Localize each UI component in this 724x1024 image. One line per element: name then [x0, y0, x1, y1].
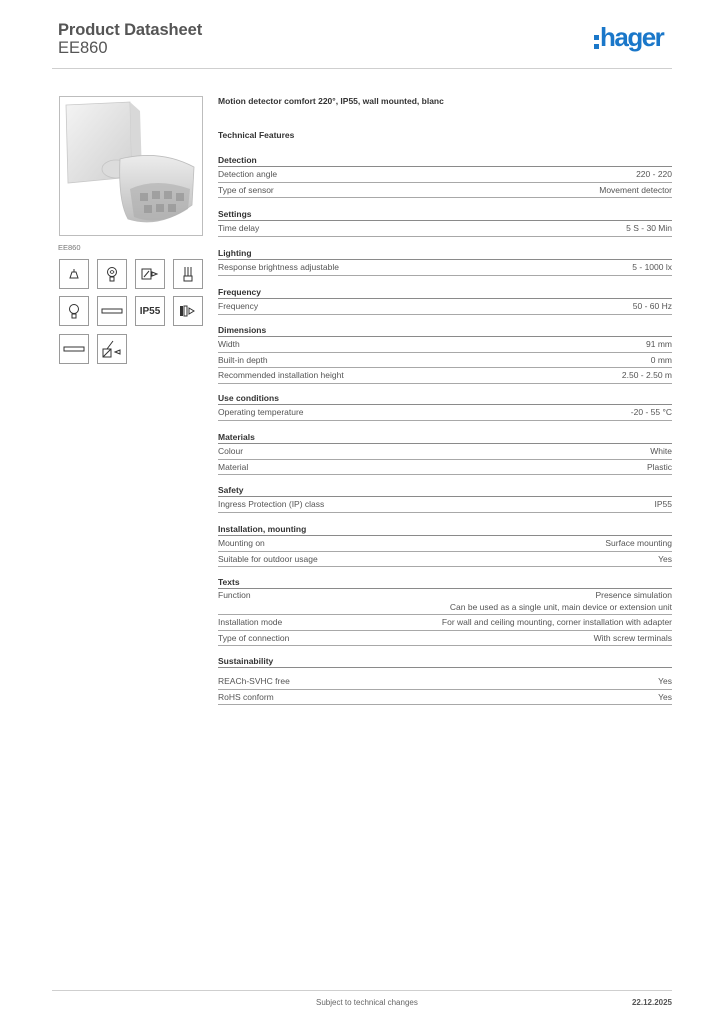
spec-row: RoHS conform Yes: [218, 690, 672, 706]
section-title: Use conditions: [218, 393, 672, 405]
ip55-icon: IP55: [135, 296, 165, 326]
product-code: EE860: [58, 39, 108, 57]
header-divider: [52, 68, 672, 69]
spec-row: Ingress Protection (IP) class IP55: [218, 497, 672, 513]
product-image: [59, 96, 203, 236]
spec-row: REACh-SVHC free Yes: [218, 674, 672, 690]
spec-row: Time delay 5 S - 30 Min: [218, 221, 672, 237]
image-caption: EE860: [58, 243, 81, 252]
technical-features-heading: Technical Features: [218, 130, 295, 140]
section-settings: [218, 209, 672, 237]
section-title: Frequency: [218, 287, 672, 299]
section-dimensions: [218, 325, 672, 384]
spec-row: Operating temperature -20 - 55 °C: [218, 405, 672, 421]
specifications: [218, 96, 672, 702]
fluorescent-tube-icon: [97, 296, 127, 326]
footer-divider: [52, 990, 672, 991]
spec-row: Suitable for outdoor usage Yes: [218, 552, 672, 568]
spec-row: Mounting on Surface mounting: [218, 536, 672, 552]
section-materials: [218, 432, 672, 475]
spec-row: Function Presence simulation Can be used as a single unit, main device or extension unit: [218, 589, 672, 615]
section-title: Texts: [218, 577, 672, 589]
logo-dots: [594, 35, 599, 53]
halogen-tube-icon: [59, 334, 89, 364]
spec-row: Detection angle 220 - 220: [218, 167, 672, 183]
ceiling-lamp-icon: [59, 259, 89, 289]
led-icon: [173, 296, 203, 326]
footer-note: Subject to technical changes: [316, 998, 418, 1007]
section-texts: [218, 577, 672, 646]
spec-row: Material Plastic: [218, 460, 672, 476]
section-title: Materials: [218, 432, 672, 444]
brand-logo: [594, 22, 674, 56]
spec-row: Width 91 mm: [218, 337, 672, 353]
spec-row: Colour White: [218, 444, 672, 460]
section-detection: [218, 155, 672, 198]
motor-load-icon: [97, 334, 127, 364]
section-title: Dimensions: [218, 325, 672, 337]
section-title: Settings: [218, 209, 672, 221]
energy-saving-bulb-icon: [97, 259, 127, 289]
section-use-conditions: [218, 393, 672, 421]
page-title: Product Datasheet: [58, 21, 203, 39]
section-installation-mounting: [218, 524, 672, 567]
section-safety: [218, 485, 672, 513]
spec-row: Recommended installation height 2.50 - 2.50 m: [218, 368, 672, 384]
led-driver-icon: [135, 259, 165, 289]
section-frequency: [218, 287, 672, 315]
spec-row: Response brightness adjustable 5 - 1000 lx: [218, 260, 672, 276]
section-sustainability: [218, 656, 672, 705]
compact-fluorescent-icon: [173, 259, 203, 289]
spec-row: Installation mode For wall and ceiling mounting, corner installation with adapter: [218, 615, 672, 631]
spec-row: Type of sensor Movement detector: [218, 183, 672, 199]
footer-date: 22.12.2025: [631, 998, 672, 1007]
spec-row: Built-in depth 0 mm: [218, 353, 672, 369]
motion-detector-illustration: [60, 97, 202, 235]
spec-row: Type of connection With screw terminals: [218, 631, 672, 647]
logo-text: hager: [600, 22, 664, 52]
section-title: Detection: [218, 155, 672, 167]
product-description: Motion detector comfort 220°, IP55, wall mounted, blanc: [218, 96, 444, 106]
section-lighting: [218, 248, 672, 276]
section-title: Safety: [218, 485, 672, 497]
section-title: Lighting: [218, 248, 672, 260]
section-title: Sustainability: [218, 656, 672, 668]
section-title: Installation, mounting: [218, 524, 672, 536]
spec-row: Frequency 50 - 60 Hz: [218, 299, 672, 315]
incandescent-bulb-icon: [59, 296, 89, 326]
